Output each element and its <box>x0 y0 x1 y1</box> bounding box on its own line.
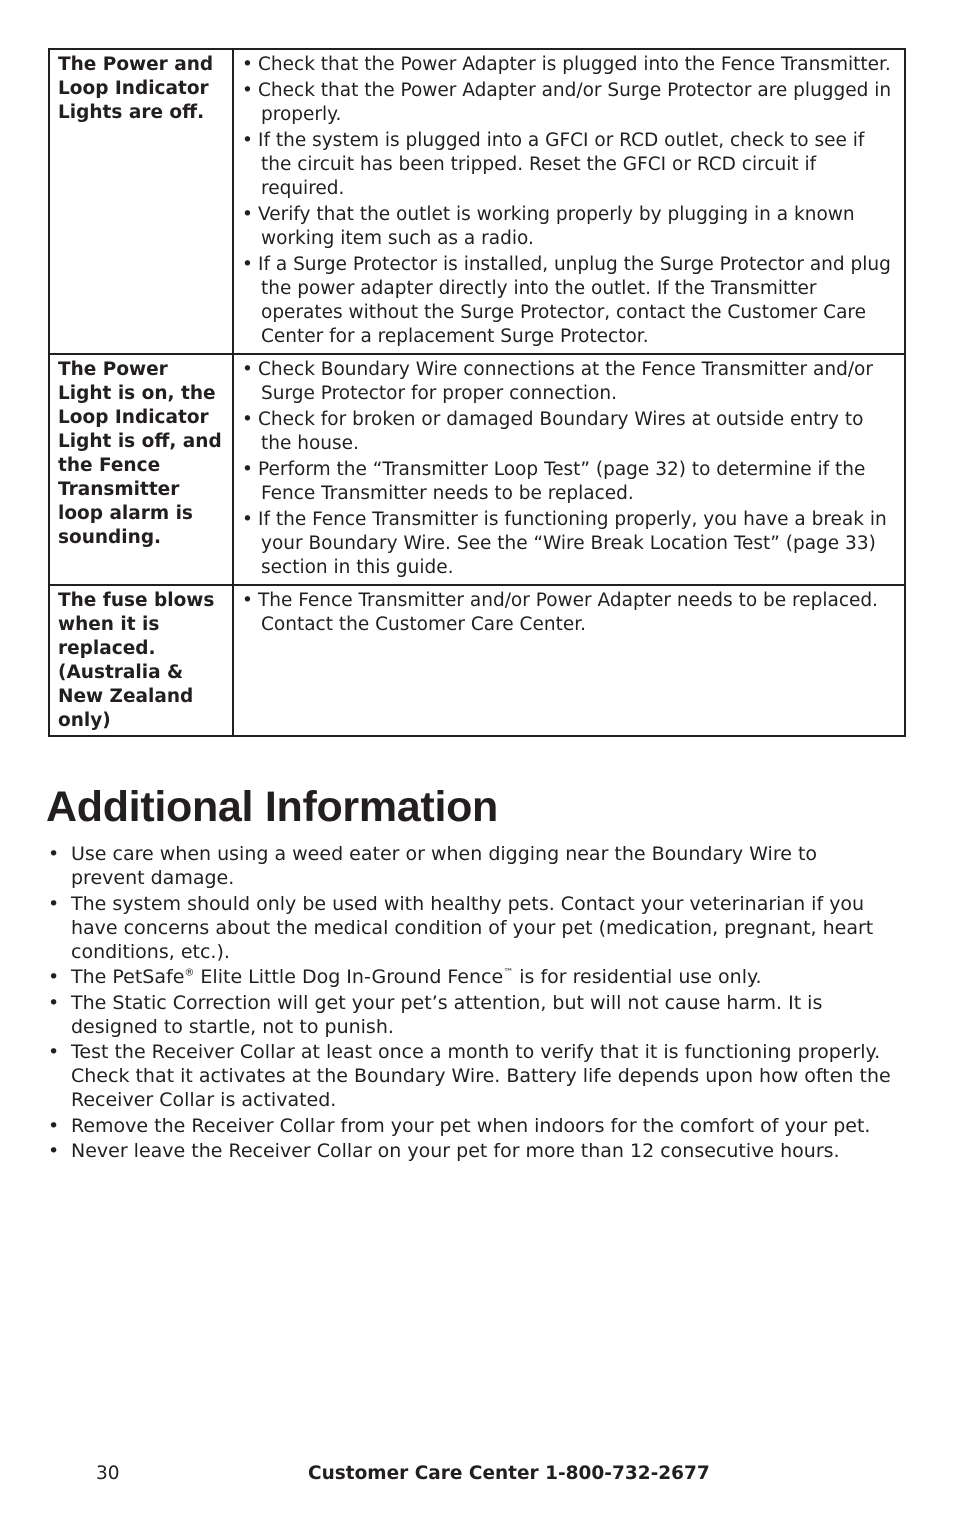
list-item: • Check that the Power Adapter is plugged into the Fence Transmitter. <box>242 53 896 77</box>
solution-list <box>242 358 896 580</box>
solution-cell <box>233 354 905 585</box>
list-item: • Test the Receiver Collar at least once a month to verify that it is functioning properly. Check that it activates at the Boundary Wire. Battery life depends upon how often the Receiver Collar is activated. <box>48 1040 894 1112</box>
list-item: • Perform the “Transmitter Loop Test” (page 32) to determine if the Fence Transmitter needs to be replaced. <box>242 458 896 506</box>
list-item: • Check for broken or damaged Boundary Wires at outside entry to the house. <box>242 408 896 456</box>
list-item <box>48 965 894 989</box>
list-item: • Check Boundary Wire connections at the Fence Transmitter and/or Surge Protector for proper connection. <box>242 358 896 406</box>
additional-info-list <box>48 842 894 1165</box>
solution-list <box>242 53 896 349</box>
condition-cell: The Power and Loop Indicator Lights are off. <box>49 49 233 354</box>
page-footer <box>0 1460 954 1488</box>
solution-cell <box>233 49 905 354</box>
registered-mark: ® <box>184 967 195 979</box>
troubleshooting-table <box>48 48 906 737</box>
page-number: 30 <box>96 1463 120 1484</box>
list-item: • Remove the Receiver Collar from your pet when indoors for the comfort of your pet. <box>48 1114 894 1138</box>
solution-list <box>242 589 896 637</box>
list-item: • Verify that the outlet is working properly by plugging in a known working item such as a radio. <box>242 203 896 251</box>
list-item: • Check that the Power Adapter and/or Surge Protector are plugged in properly. <box>242 79 896 127</box>
list-item: • If the system is plugged into a GFCI or RCD outlet, check to see if the circuit has been tripped. Reset the GFCI or RCD circuit if required. <box>242 129 896 201</box>
table-row <box>49 354 905 585</box>
condition-cell: The Power Light is on, the Loop Indicator Light is off, and the Fence Transmitter loop alarm is sounding. <box>49 354 233 585</box>
text-segment: is for residential use only. <box>513 966 762 988</box>
text-segment: The PetSafe <box>71 966 185 988</box>
list-item: • If the Fence Transmitter is functioning properly, you have a break in your Boundary Wire. See the “Wire Break Location Test” (page 33) section in this guide. <box>242 508 896 580</box>
solution-cell <box>233 585 905 736</box>
text-segment: Elite Little Dog In-Ground Fence <box>194 966 504 988</box>
list-item: • The Fence Transmitter and/or Power Adapter needs to be replaced. Contact the Customer Care Center. <box>242 589 896 637</box>
list-item: • Never leave the Receiver Collar on your pet for more than 12 consecutive hours. <box>48 1139 894 1163</box>
table-row <box>49 49 905 354</box>
list-item: • The Static Correction will get your pet’s attention, but will not cause harm. It is designed to startle, not to punish. <box>48 991 894 1039</box>
list-item: • If a Surge Protector is installed, unplug the Surge Protector and plug the power adapter directly into the outlet. If the Transmitter operates without the Surge Protector, contact the Customer Care Center for a replacement Surge Protector. <box>242 253 896 349</box>
list-item: • Use care when using a weed eater or when digging near the Boundary Wire to prevent damage. <box>48 842 894 890</box>
condition-cell: The fuse blows when it is replaced. (Australia & New Zealand only) <box>49 585 233 736</box>
trademark-mark: ™ <box>503 967 514 979</box>
table-row <box>49 585 905 736</box>
section-title: Additional Information <box>46 783 499 831</box>
customer-care-contact: Customer Care Center 1-800-732-2677 <box>308 1463 710 1484</box>
list-item: • The system should only be used with healthy pets. Contact your veterinarian if you have concerns about the medical condition of your pet (medication, pregnant, heart conditions, etc.). <box>48 892 894 964</box>
